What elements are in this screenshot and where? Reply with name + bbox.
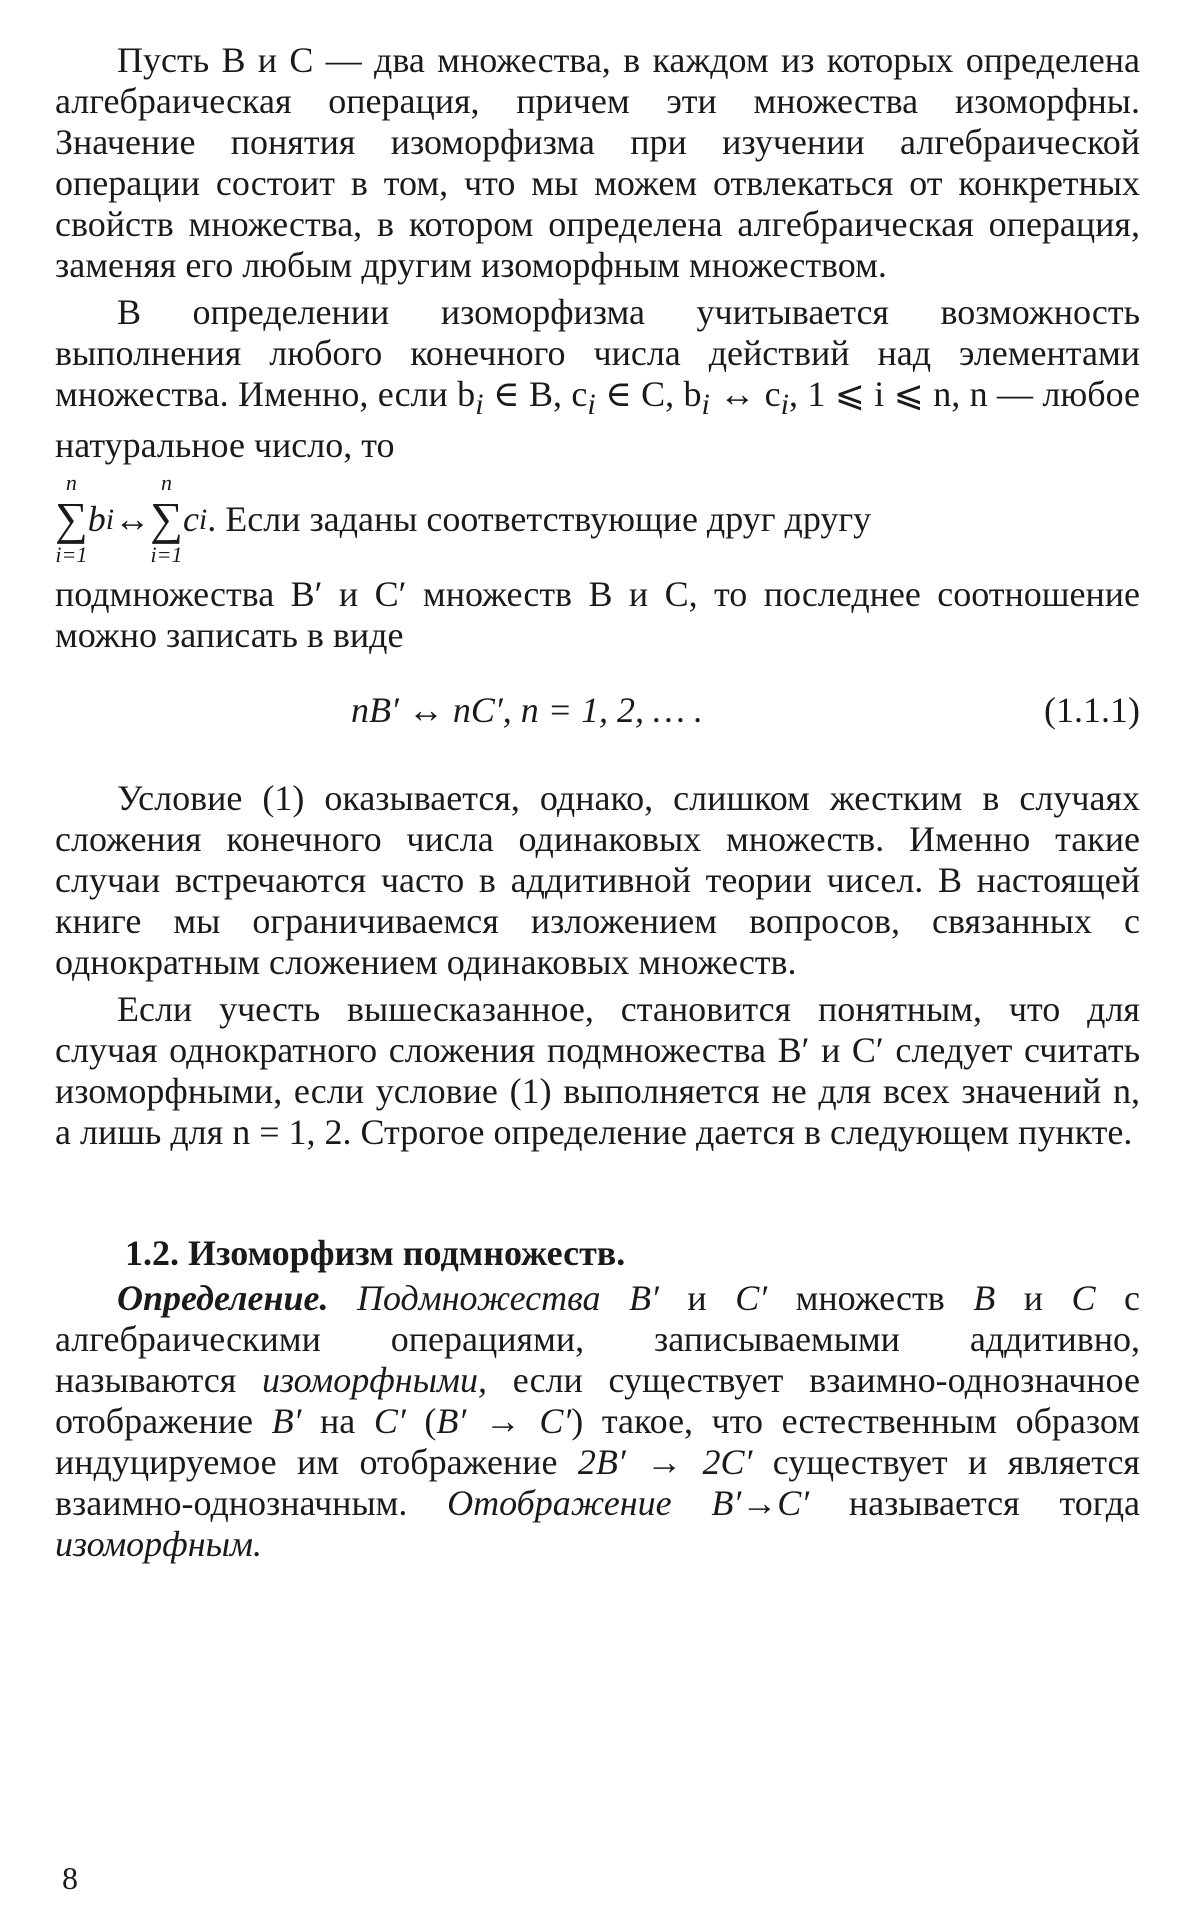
- paragraph-2-text: , 1 ⩽ i ⩽ n, n — любое натуральное число, то: [55, 374, 1140, 466]
- sum-expression: [55, 468, 1140, 570]
- definition-text: если существует взаимно-однозначное отображение: [55, 1360, 1140, 1442]
- sum-term-c: c: [182, 498, 199, 539]
- paragraph-3: Условие (1) оказывается, однако, слишком жестким в случаях сложения конечного числа одинаковых множеств. Именно такие случаи встречаются часто в аддитивной теории чисел. В настоящей книге мы ограничиваемся изложением вопросов, связанных с однократным сложением одинаковых множеств.: [55, 778, 1140, 983]
- sigma-symbol: ∑: [55, 493, 88, 545]
- definition-text: ) такое, что естественным образом индуцируемое им отображение: [55, 1401, 1141, 1483]
- definition-text: и: [995, 1278, 1072, 1319]
- sum-lower-limit: i=1: [55, 542, 88, 568]
- paragraph-2-text: В определении изоморфизма учитывается возможность выполнения любого конечного числа действий над элементами множества. Именно, если b: [55, 292, 1140, 414]
- subscript: i: [780, 388, 789, 422]
- definition-term: изоморфным.: [55, 1524, 262, 1565]
- definition-text: множеств: [767, 1278, 974, 1319]
- definition-term: изоморфными,: [262, 1360, 487, 1401]
- definition-text: называется тогда: [809, 1483, 1140, 1524]
- sum-upper-limit: n: [161, 470, 173, 496]
- definition-text: B: [973, 1278, 996, 1319]
- formula-1-1-1: [55, 680, 1140, 744]
- subscript: i: [475, 388, 484, 422]
- definition-text: C: [1071, 1278, 1096, 1319]
- definition-text: с алгебраическими операциями, записываемыми аддитивно, называются: [55, 1278, 1140, 1401]
- definition-text: Отображение B′→C′: [447, 1483, 810, 1524]
- definition-text: B′: [271, 1401, 302, 1442]
- paragraph-4: Если учесть вышесказанное, становится понятным, что для случая однократного сложения подмножества B′ и C′ следует считать изоморфными, если условие (1) выполняется не для всех значений n, а лишь для n = 1, 2. Строгое определение дается в следующем пункте.: [55, 989, 1140, 1153]
- definition-text: C′: [735, 1278, 768, 1319]
- section-heading: 1.2. Изоморфизм подмножеств.: [125, 1233, 626, 1274]
- correspondence-arrow: ↔: [114, 498, 151, 539]
- sum-term-b: b: [87, 498, 106, 539]
- paragraph-2-continued: подмножества B′ и C′ множеств B и C, то последнее соотношение можно записать в виде: [55, 574, 1140, 656]
- paragraph-1: Пусть B и C — два множества, в каждом из которых определена алгебраическая операция, причем эти множества изоморфны. Значение понятия изоморфизма при изучении алгебраической операции состоит в том, что мы можем отвлекаться от конкретных свойств множества, в котором определена алгебраическая операция, заменяя его любым другим изоморфным множеством.: [55, 40, 1140, 285]
- definition-text: и: [658, 1278, 736, 1319]
- subscript: i: [198, 502, 208, 536]
- sum-lower-limit: i=1: [150, 542, 183, 568]
- subscript: i: [105, 502, 115, 536]
- sum-upper-limit: n: [65, 470, 77, 496]
- formula-number: (1.1.1): [1044, 690, 1140, 731]
- paragraph-2-text: ∈ C, b: [595, 374, 702, 414]
- definition-text: C′: [373, 1401, 406, 1442]
- page-body: [55, 40, 1140, 1565]
- definition-text: (: [405, 1401, 437, 1442]
- paragraph-2: [55, 292, 1140, 466]
- page-number: 8: [62, 1860, 78, 1896]
- paragraph-2-text: . Если заданы соответствующие друг другу: [207, 498, 872, 539]
- sum-sign-right: [150, 472, 183, 566]
- subscript: i: [701, 388, 710, 422]
- paragraph-2-text: ∈ B, c: [483, 374, 588, 414]
- sigma-symbol: ∑: [150, 493, 183, 545]
- definition-text: B′ → C′: [436, 1401, 572, 1442]
- definition-text: Подмножества B′: [328, 1278, 659, 1319]
- sum-sign-left: [55, 472, 88, 566]
- definition-text: на: [301, 1401, 374, 1442]
- definition-title: Определение.: [117, 1278, 329, 1319]
- definition-text: 2B′ → 2C′: [577, 1442, 753, 1483]
- subscript: i: [587, 388, 596, 422]
- paragraph-2-text: ↔ c: [709, 374, 781, 414]
- definition-text: существует и является взаимно-однозначным.: [55, 1442, 1140, 1524]
- formula-expression: nB′ ↔ nC′, n = 1, 2, … .: [351, 690, 704, 731]
- section-spacer: [55, 1153, 1140, 1233]
- definition-paragraph: [55, 1278, 1140, 1565]
